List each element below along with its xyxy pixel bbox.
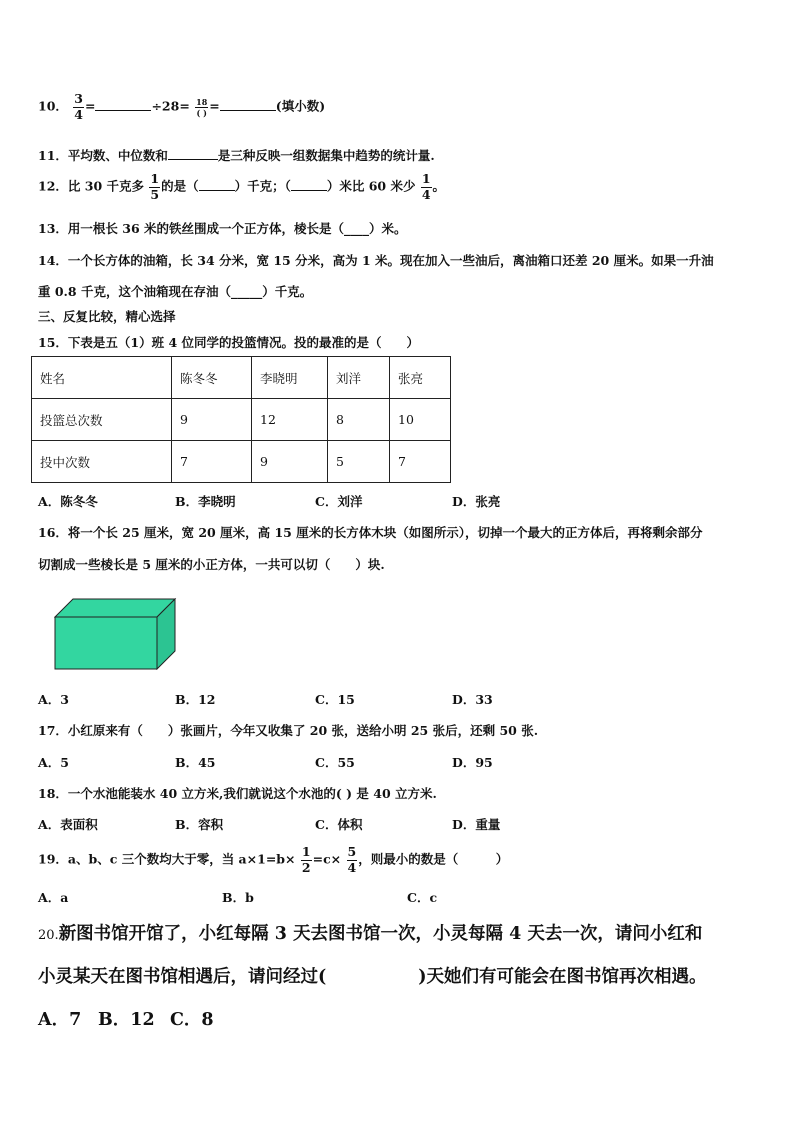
option-a[interactable]: A．表面积 [38,817,98,832]
question-18: 18．一个水池能装水 40 立方米,我们就说这个水池的( ) 是 40 立方米. [38,786,437,801]
table-row: 投中次数 7 9 5 7 [32,441,451,483]
option-a[interactable]: A．a [38,890,69,905]
question-16-line2: 切割成一些棱长是 5 厘米的小正方体，一共可以切（ ）块. [38,557,385,572]
table-row: 姓名 陈冬冬 李晓明 刘洋 张亮 [32,357,451,399]
option-b[interactable]: B．容积 [175,817,224,832]
table-row: 投篮总次数 9 12 8 10 [32,399,451,441]
question-16: 16．将一个长 25 厘米，宽 20 厘米，高 15 厘米的长方体木块（如图所示），切掉一个最大的正方体后，再将剩余部分 [38,525,703,540]
option-b[interactable]: B．12 [175,692,216,707]
option-d[interactable]: D．33 [452,692,493,707]
option-c[interactable]: C．刘洋 [315,494,363,509]
option-a[interactable]: A．3 [38,692,69,707]
option-b[interactable]: B．12 [98,1010,155,1030]
option-d[interactable]: D．张亮 [452,494,501,509]
question-20-line2: 小灵某天在图书馆相遇后，请问经过( )天她们有可能会在图书馆再次相遇。 [38,967,707,987]
option-b[interactable]: B．李晓明 [175,494,236,509]
section-heading: 三、反复比较，精心选择 [38,309,176,324]
option-d[interactable]: D．95 [452,755,493,770]
fraction: $\frac{3}{4}$ [74,91,83,122]
option-c[interactable]: C．55 [315,755,355,770]
option-b[interactable]: B．45 [175,755,216,770]
option-a[interactable]: A．5 [38,755,69,770]
question-12: 12．比 30 千克多 $\frac{1}{5}$ 的是（ ）千克；（ ）米比 60 米少 $\frac{1}{4}$ 。 [38,171,446,202]
option-c[interactable]: C．15 [315,692,355,707]
option-c[interactable]: C．c [407,890,438,905]
fraction: $\frac{18}{( )}$ [196,96,208,118]
question-20: 20.新图书馆开馆了，小红每隔 3 天去图书馆一次，小灵每隔 4 天去一次，请问小红和 [38,924,703,944]
option-c[interactable]: C．体积 [315,817,363,832]
option-a[interactable]: A．陈冬冬 [38,494,98,509]
question-14-line2: 重 0.8 千克，这个油箱现在存油（_____）千克。 [38,284,313,299]
question-15: 15．下表是五（1）班 4 位同学的投篮情况。投的最准的是（ ） [38,335,420,350]
answer-blank[interactable] [199,178,235,191]
fraction: $\frac{1}{5}$ [150,171,160,202]
question-11: 11．平均数、中位数和 是三种反映一组数据集中趋势的统计量. [38,148,435,163]
option-b[interactable]: B．b [222,890,254,905]
answer-blank[interactable] [168,147,218,160]
cuboid-front-face [55,617,157,669]
fraction: $\frac{1}{2}$ [301,844,311,875]
option-d[interactable]: D．重量 [452,817,501,832]
fraction: $\frac{1}{4}$ [421,171,431,202]
question-17: 17．小红原来有（ ）张画片，今年又收集了 20 张，送给小明 25 张后，还剩 50 张. [38,723,539,738]
fraction: $\frac{5}{4}$ [347,844,357,875]
question-19: 19．a、b、c 三个数均大于零，当 a×1=b× $\frac{1}{2}$ =c× $\frac{5}{4}$ ，则最小的数是（ ） [38,844,509,875]
answer-blank[interactable] [95,98,151,111]
cuboid-top-face [55,599,175,617]
question-13: 13．用一根长 36 米的铁丝围成一个正方体，棱长是（____）米。 [38,221,407,236]
answer-blank[interactable] [220,98,276,111]
data-table [31,356,451,483]
question-10: 10． $\frac{3}{4}$ = ÷28= $\frac{18}{( )}$ = (填小数) [38,91,326,122]
option-a[interactable]: A．7 [38,1010,82,1030]
option-c[interactable]: C．8 [170,1010,214,1030]
cuboid-figure [54,598,178,670]
question-14: 14．一个长方体的油箱，长 34 分米，宽 15 分米，高为 1 米。现在加入一些油后，离油箱口还差 20 厘米。如果一升油 [38,253,714,268]
answer-blank[interactable] [291,178,327,191]
